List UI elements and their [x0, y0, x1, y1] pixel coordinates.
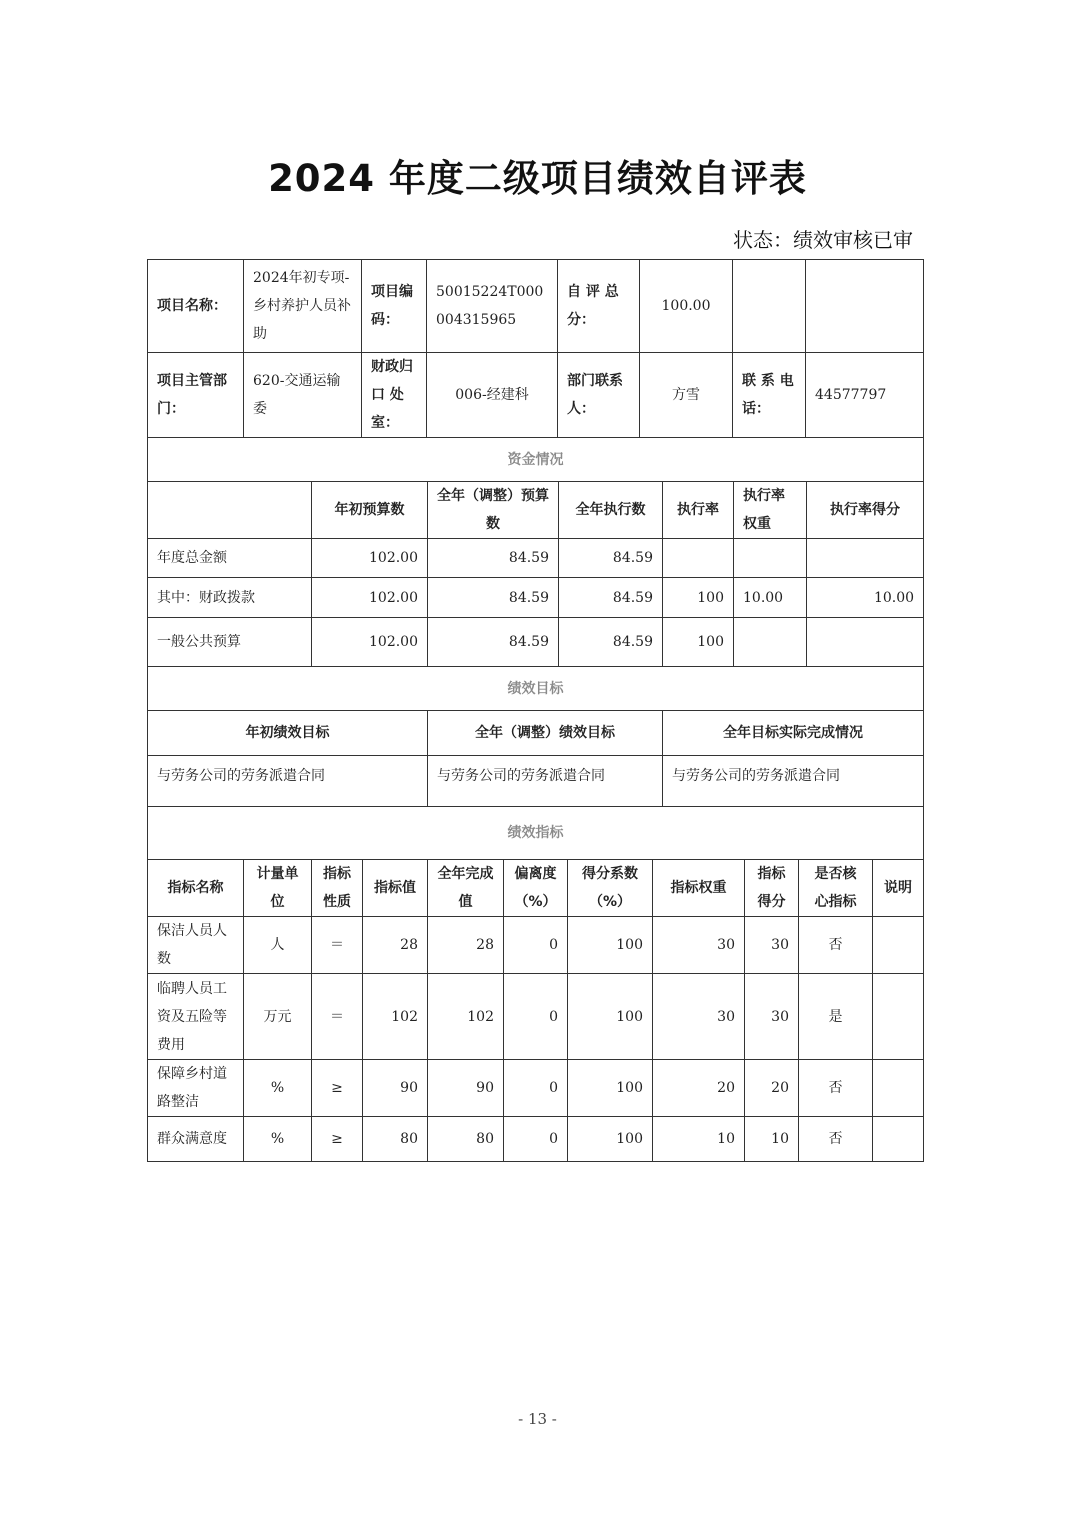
- indicator-header: 全年完成值: [428, 860, 504, 917]
- funds-row-label: 一般公共预算: [148, 618, 312, 667]
- indicator-header: 计量单位: [244, 860, 312, 917]
- funds-cell: 84.59: [428, 578, 559, 618]
- indicator-nature: ＝: [312, 974, 363, 1060]
- indicator-deviation: 0: [504, 1117, 568, 1162]
- contact-person: 方雪: [640, 353, 733, 438]
- indicator-coefficient: 100: [568, 1060, 653, 1117]
- indicator-target: 80: [363, 1117, 428, 1162]
- funds-row-label: 其中：财政拨款: [148, 578, 312, 618]
- indicator-deviation: 0: [504, 917, 568, 974]
- indicator-header: 是否核心指标: [799, 860, 873, 917]
- project-name: 2024年初专项-乡村养护人员补助: [244, 260, 362, 353]
- indicator-score: 30: [745, 974, 799, 1060]
- indicator-name: 临聘人员工资及五险等费用: [148, 974, 244, 1060]
- indicator-nature: ≥: [312, 1060, 363, 1117]
- indicator-actual: 80: [428, 1117, 504, 1162]
- indicator-header: 指标名称: [148, 860, 244, 917]
- indicator-header: 得分系数（%）: [568, 860, 653, 917]
- goals-header: 全年（调整）绩效目标: [428, 711, 663, 756]
- indicator-header: 指标得分: [745, 860, 799, 917]
- funds-cell: 84.59: [428, 539, 559, 578]
- indicator-note: [873, 974, 924, 1060]
- indicator-core: 否: [799, 917, 873, 974]
- dept-label: 项目主管部门：: [148, 353, 244, 438]
- finance-label: 财政归口 处室：: [362, 353, 427, 438]
- indicator-weight: 30: [653, 917, 745, 974]
- funds-header: 执行率得分: [807, 482, 924, 539]
- funds-cell: 84.59: [559, 618, 663, 667]
- indicator-note: [873, 1117, 924, 1162]
- indicator-core: 否: [799, 1060, 873, 1117]
- goals-header: 年初绩效目标: [148, 711, 428, 756]
- goal-value: 与劳务公司的劳务派遣合同: [663, 756, 924, 807]
- funds-table: [147, 437, 924, 667]
- indicator-core: 是: [799, 974, 873, 1060]
- self-score-label: 自 评 总 分：: [558, 260, 640, 353]
- funds-header: 执行率: [663, 482, 734, 539]
- funds-cell: [807, 539, 924, 578]
- project-code-label: 项目编码：: [362, 260, 427, 353]
- funds-cell: 10.00: [807, 578, 924, 618]
- funds-cell: 100: [663, 578, 734, 618]
- indicator-actual: 90: [428, 1060, 504, 1117]
- funds-cell: 84.59: [559, 539, 663, 578]
- indicators-section-heading: 绩效指标: [148, 807, 924, 860]
- self-score: 100.00: [640, 260, 733, 353]
- empty-cell: [733, 260, 806, 353]
- contact-label: 部门联系人：: [558, 353, 640, 438]
- indicator-core: 否: [799, 1117, 873, 1162]
- indicator-nature: ≥: [312, 1117, 363, 1162]
- project-name-label: 项目名称：: [148, 260, 244, 353]
- project-code: 50015224T000004315965: [427, 260, 558, 353]
- funds-header: 年初预算数: [312, 482, 428, 539]
- indicator-name: 群众满意度: [148, 1117, 244, 1162]
- funds-header: 执行率权重: [734, 482, 807, 539]
- phone-number: 44577797: [806, 353, 924, 438]
- funds-cell: 84.59: [428, 618, 559, 667]
- indicator-actual: 102: [428, 974, 504, 1060]
- indicator-deviation: 0: [504, 974, 568, 1060]
- indicator-coefficient: 100: [568, 917, 653, 974]
- indicator-coefficient: 100: [568, 1117, 653, 1162]
- indicator-header: 指标权重: [653, 860, 745, 917]
- indicator-weight: 30: [653, 974, 745, 1060]
- indicator-header: 说明: [873, 860, 924, 917]
- indicator-score: 10: [745, 1117, 799, 1162]
- finance-office: 006-经建科: [427, 353, 558, 438]
- empty-cell: [148, 482, 312, 539]
- funds-cell: [663, 539, 734, 578]
- indicator-header: 指标性质: [312, 860, 363, 917]
- funds-cell: 10.00: [734, 578, 807, 618]
- indicator-header: 偏离度（%）: [504, 860, 568, 917]
- indicator-weight: 10: [653, 1117, 745, 1162]
- dept: 620-交通运输委: [244, 353, 362, 438]
- review-status: 状态：绩效审核已审: [733, 228, 913, 252]
- indicator-score: 20: [745, 1060, 799, 1117]
- funds-cell: 84.59: [559, 578, 663, 618]
- page-title: 2024 年度二级项目绩效自评表: [268, 157, 807, 200]
- indicator-unit: 万元: [244, 974, 312, 1060]
- funds-cell: 102.00: [312, 618, 428, 667]
- goals-table: [147, 666, 924, 807]
- project-info-table: [147, 259, 924, 438]
- indicator-unit: %: [244, 1117, 312, 1162]
- funds-cell: [807, 618, 924, 667]
- indicators-table: [147, 806, 924, 1162]
- page-number: - 13 -: [518, 1410, 557, 1428]
- indicator-header: 指标值: [363, 860, 428, 917]
- indicator-target: 90: [363, 1060, 428, 1117]
- goals-section-heading: 绩效目标: [148, 667, 924, 711]
- funds-row-label: 年度总金额: [148, 539, 312, 578]
- indicator-nature: ＝: [312, 917, 363, 974]
- funds-cell: 100: [663, 618, 734, 667]
- phone-label: 联 系 电 话：: [733, 353, 806, 438]
- goals-header: 全年目标实际完成情况: [663, 711, 924, 756]
- funds-header: 全年（调整）预算数: [428, 482, 559, 539]
- indicator-unit: %: [244, 1060, 312, 1117]
- funds-header: 全年执行数: [559, 482, 663, 539]
- funds-cell: [734, 618, 807, 667]
- goal-value: 与劳务公司的劳务派遣合同: [148, 756, 428, 807]
- funds-section-heading: 资金情况: [148, 438, 924, 482]
- indicator-score: 30: [745, 917, 799, 974]
- indicator-name: 保洁人员人数: [148, 917, 244, 974]
- funds-cell: [734, 539, 807, 578]
- indicator-coefficient: 100: [568, 974, 653, 1060]
- indicator-target: 28: [363, 917, 428, 974]
- indicator-deviation: 0: [504, 1060, 568, 1117]
- indicator-weight: 20: [653, 1060, 745, 1117]
- funds-cell: 102.00: [312, 578, 428, 618]
- indicator-actual: 28: [428, 917, 504, 974]
- indicator-note: [873, 917, 924, 974]
- goal-value: 与劳务公司的劳务派遣合同: [428, 756, 663, 807]
- indicator-name: 保障乡村道路整洁: [148, 1060, 244, 1117]
- indicator-note: [873, 1060, 924, 1117]
- indicator-target: 102: [363, 974, 428, 1060]
- funds-cell: 102.00: [312, 539, 428, 578]
- empty-cell: [806, 260, 924, 353]
- indicator-unit: 人: [244, 917, 312, 974]
